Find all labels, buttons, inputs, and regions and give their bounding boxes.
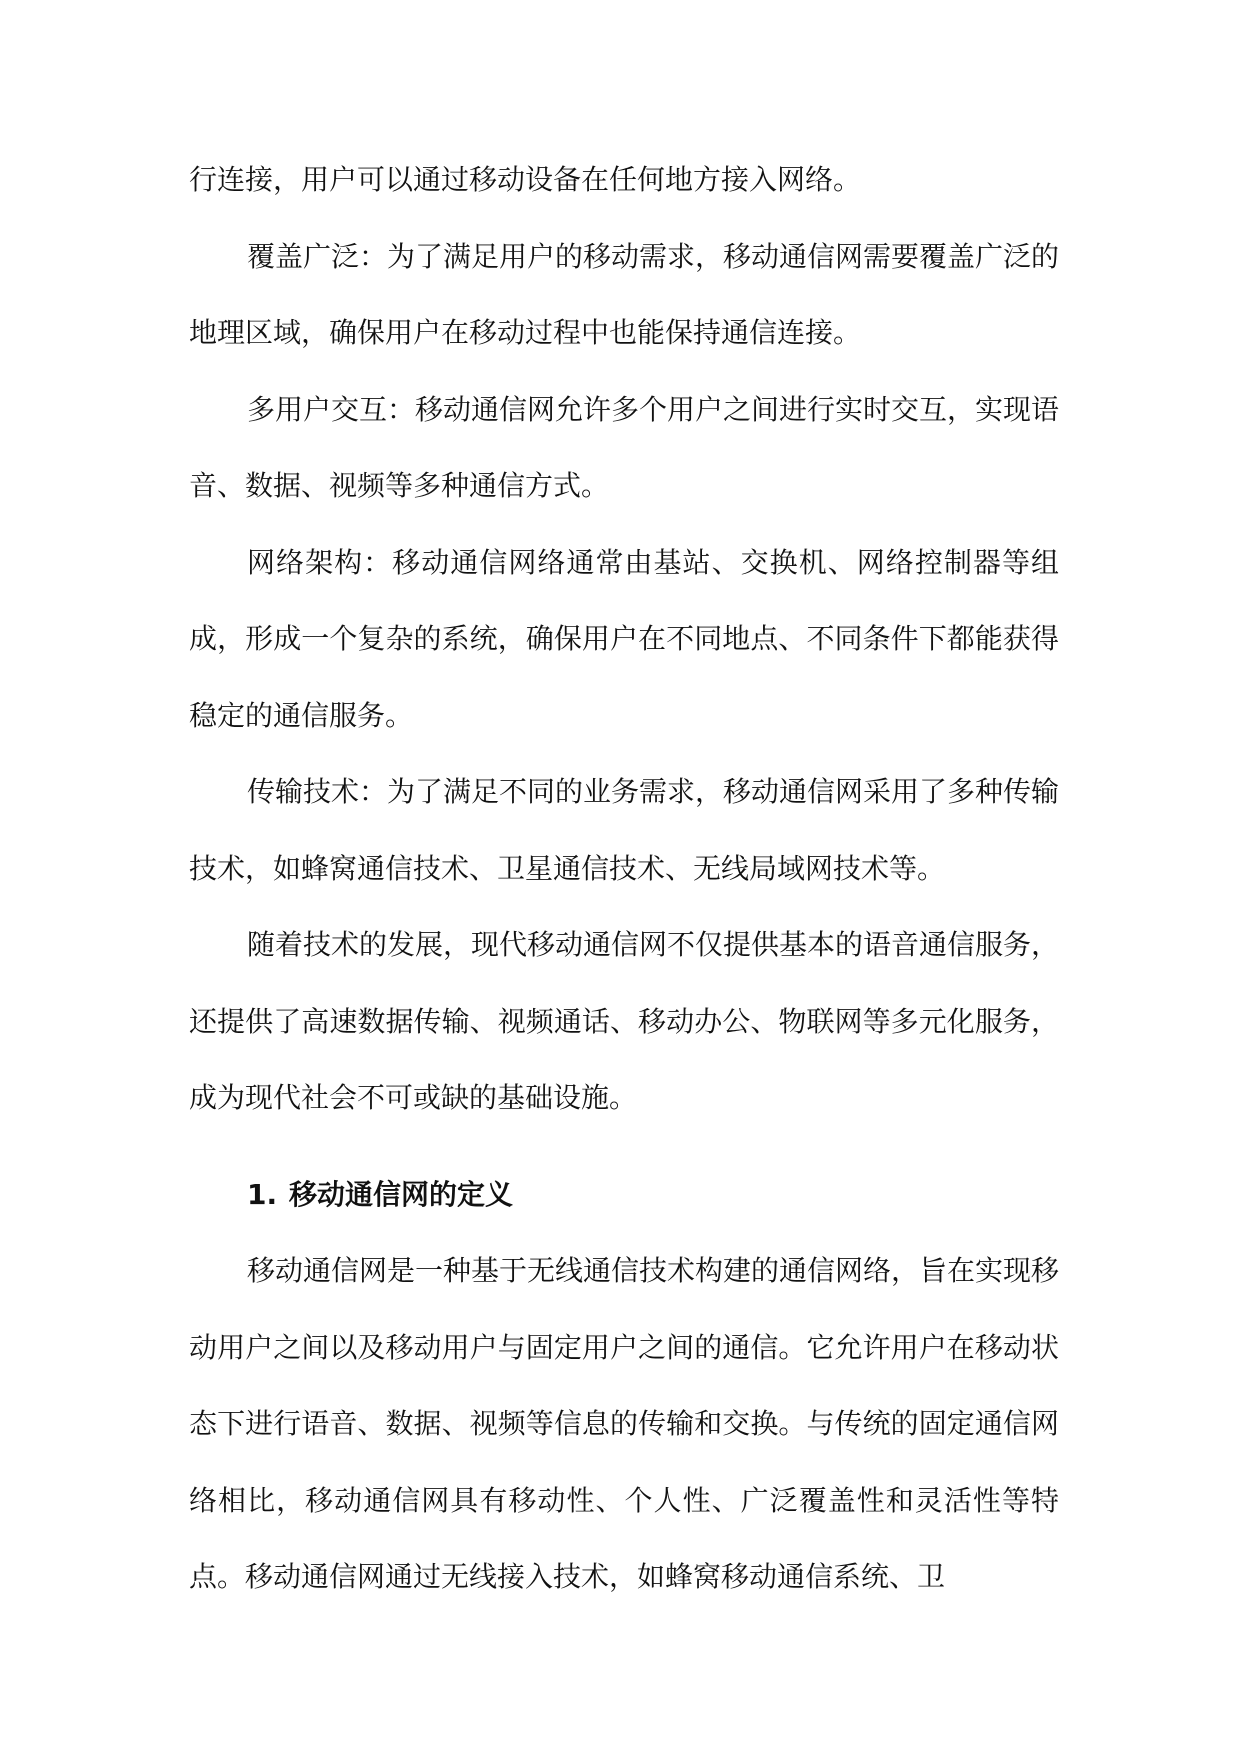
paragraph-continuation: 行连接，用户可以通过移动设备在任何地方接入网络。 [189, 163, 862, 196]
paragraph-development: 随着技术的发展，现代移动通信网不仅提供基本的语音通信服务，还提供了高速数据传输、视频通话、移动办公、物联网等多元化服务，成为现代社会不可或缺的基础设施。 [189, 928, 1060, 1114]
paragraph-coverage: 覆盖广泛：为了满足用户的移动需求，移动通信网需要覆盖广泛的地理区域，确保用户在移动过程中也能保持通信连接。 [189, 239, 1060, 349]
document-body [189, 142, 1059, 1616]
paragraph-definition: 移动通信网是一种基于无线通信技术构建的通信网络，旨在实现移动用户之间以及移动用户与固定用户之间的通信。它允许用户在移动状态下进行语音、数据、视频等信息的传输和交换。与传统的固定通信网络相比，移动通信网具有移动性、个人性、广泛覆盖性和灵活性等特点。移动通信网通过无线接入技术，如蜂窝移动通信系统、卫 [189, 1254, 1060, 1593]
paragraph-transmission: 传输技术：为了满足不同的业务需求，移动通信网采用了多种传输技术，如蜂窝通信技术、卫星通信技术、无线局域网技术等。 [189, 775, 1060, 885]
paragraph-multi-user: 多用户交互：移动通信网允许多个用户之间进行实时交互，实现语音、数据、视频等多种通信方式。 [189, 392, 1060, 502]
section-heading [189, 1157, 1059, 1234]
section-number: 1. [247, 1177, 278, 1211]
section-title: 移动通信网的定义 [289, 1177, 514, 1211]
paragraph-architecture: 网络架构：移动通信网络通常由基站、交换机、网络控制器等组成，形成一个复杂的系统，确保用户在不同地点、不同条件下都能获得稳定的通信服务。 [189, 545, 1059, 732]
